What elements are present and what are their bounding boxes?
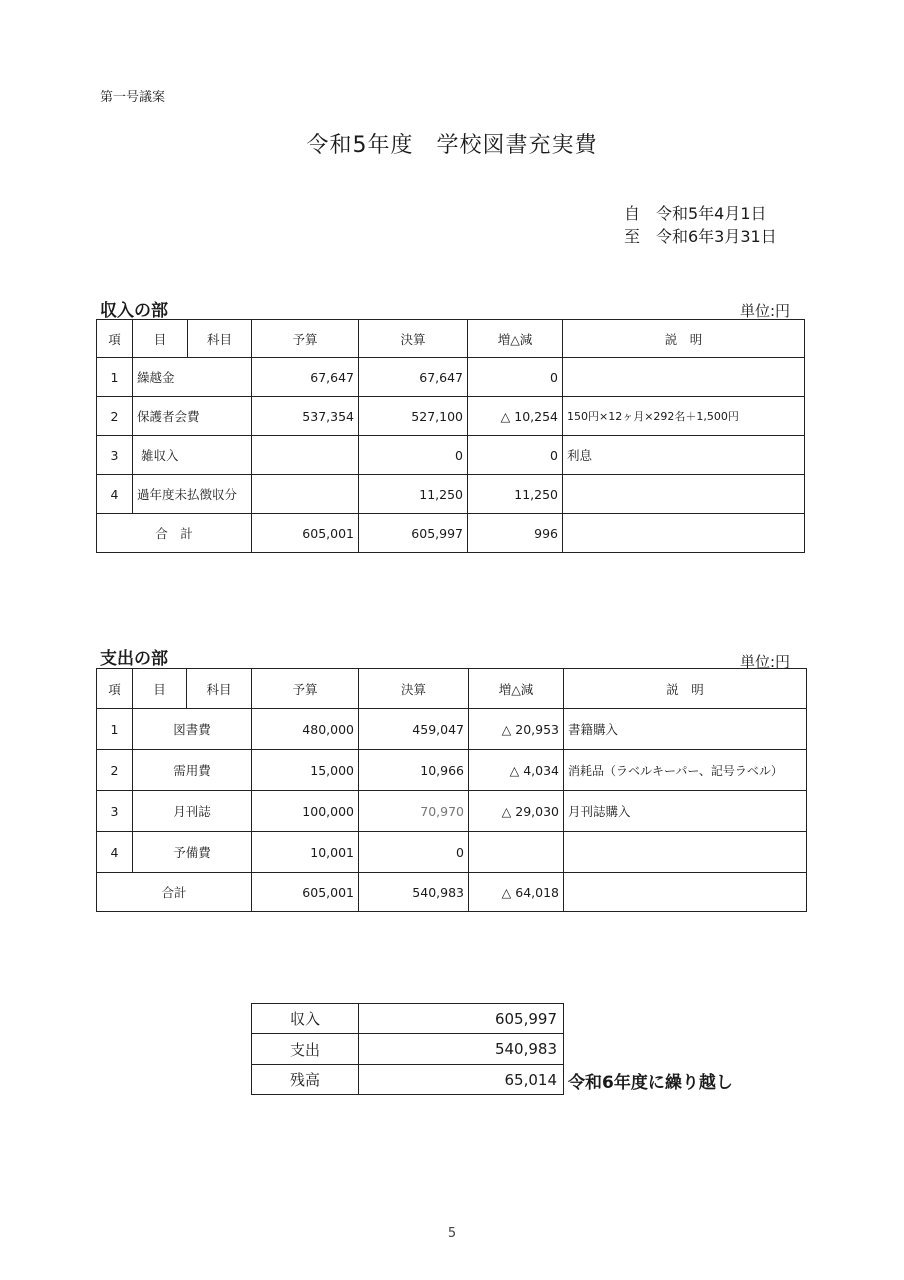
expense-table <box>96 668 807 912</box>
total-settlement: 605,997 <box>359 514 468 553</box>
total-row <box>97 873 807 912</box>
total-row <box>97 514 805 553</box>
period-end: 至 令和6年3月31日 <box>624 227 777 246</box>
row-number: 4 <box>97 475 133 514</box>
row-name: 雑収入 <box>133 436 252 475</box>
income-section-title: 収入の部 <box>100 301 168 321</box>
total-diff: 996 <box>468 514 563 553</box>
row-number: 3 <box>97 436 133 475</box>
row-diff: △ 4,034 <box>469 750 564 791</box>
row-name: 月刊誌 <box>133 791 252 832</box>
header-subject: 科目 <box>187 669 252 709</box>
row-diff: △ 29,030 <box>469 791 564 832</box>
row-number: 3 <box>97 791 133 832</box>
header-diff: 増△減 <box>469 669 564 709</box>
summary-table <box>251 1003 564 1095</box>
total-budget: 605,001 <box>252 514 359 553</box>
row-settlement: 527,100 <box>359 397 468 436</box>
row-number: 4 <box>97 832 133 873</box>
row-settlement: 70,970 <box>359 791 469 832</box>
row-note <box>563 475 805 514</box>
header-settlement: 決算 <box>359 669 469 709</box>
row-name: 需用費 <box>133 750 252 791</box>
row-note <box>564 832 807 873</box>
row-number: 2 <box>97 397 133 436</box>
row-settlement: 0 <box>359 832 469 873</box>
document-title: 令和5年度 学校図書充実費 <box>306 133 598 158</box>
expense-section-title: 支出の部 <box>100 649 168 669</box>
row-budget <box>252 436 359 475</box>
expense-header-row <box>97 669 807 709</box>
row-budget: 480,000 <box>252 709 359 750</box>
header-item: 項 <box>97 669 133 709</box>
header-settlement: 決算 <box>359 320 468 358</box>
row-name: 過年度未払徴収分 <box>133 475 252 514</box>
header-diff: 増△減 <box>468 320 563 358</box>
income-table <box>96 319 805 553</box>
row-name: 繰越金 <box>133 358 252 397</box>
row-diff <box>469 832 564 873</box>
header-sub: 目 <box>133 320 188 358</box>
summary-value: 540,983 <box>359 1034 564 1065</box>
table-row <box>97 436 805 475</box>
table-row <box>97 709 807 750</box>
summary-row <box>252 1004 564 1034</box>
row-budget: 100,000 <box>252 791 359 832</box>
total-diff: △ 64,018 <box>469 873 564 912</box>
row-settlement: 459,047 <box>359 709 469 750</box>
row-budget: 67,647 <box>252 358 359 397</box>
row-name: 予備費 <box>133 832 252 873</box>
row-name: 図書費 <box>133 709 252 750</box>
row-note <box>563 358 805 397</box>
header-budget: 予算 <box>252 669 359 709</box>
total-label: 合 計 <box>97 514 252 553</box>
summary-label: 支出 <box>252 1034 359 1065</box>
table-row <box>97 791 807 832</box>
summary-row <box>252 1034 564 1065</box>
header-subject: 科目 <box>188 320 252 358</box>
row-note: 書籍購入 <box>564 709 807 750</box>
row-note: 月刊誌購入 <box>564 791 807 832</box>
income-header-row <box>97 320 805 358</box>
row-diff: 0 <box>468 436 563 475</box>
header-item: 項 <box>97 320 133 358</box>
summary-value: 605,997 <box>359 1004 564 1034</box>
row-diff: △ 10,254 <box>468 397 563 436</box>
period-start: 自 令和5年4月1日 <box>624 204 767 223</box>
table-row <box>97 397 805 436</box>
total-note <box>563 514 805 553</box>
row-settlement: 67,647 <box>359 358 468 397</box>
total-budget: 605,001 <box>252 873 359 912</box>
row-number: 1 <box>97 709 133 750</box>
total-settlement: 540,983 <box>359 873 469 912</box>
row-name: 保護者会費 <box>133 397 252 436</box>
summary-label: 収入 <box>252 1004 359 1034</box>
table-row <box>97 832 807 873</box>
summary-value: 65,014 <box>359 1065 564 1095</box>
table-row <box>97 475 805 514</box>
row-budget <box>252 475 359 514</box>
row-settlement: 11,250 <box>359 475 468 514</box>
row-diff: 11,250 <box>468 475 563 514</box>
page-number: 5 <box>447 1226 457 1241</box>
row-number: 1 <box>97 358 133 397</box>
row-diff: △ 20,953 <box>469 709 564 750</box>
total-label: 合計 <box>97 873 252 912</box>
table-row <box>97 750 807 791</box>
expense-unit-label: 単位:円 <box>740 653 791 671</box>
row-budget: 15,000 <box>252 750 359 791</box>
summary-label: 残高 <box>252 1065 359 1095</box>
summary-row <box>252 1065 564 1095</box>
row-note: 150円×12ヶ月×292名＋1,500円 <box>563 397 805 436</box>
header-note: 説 明 <box>563 320 805 358</box>
row-note: 消耗品（ラベルキーパー、記号ラベル） <box>564 750 807 791</box>
carry-over-note: 令和6年度に繰り越し <box>568 1073 733 1093</box>
header-budget: 予算 <box>252 320 359 358</box>
row-number: 2 <box>97 750 133 791</box>
bill-number-label: 第一号議案 <box>100 90 166 105</box>
row-settlement: 0 <box>359 436 468 475</box>
table-row <box>97 358 805 397</box>
header-note: 説 明 <box>564 669 807 709</box>
row-budget: 10,001 <box>252 832 359 873</box>
row-budget: 537,354 <box>252 397 359 436</box>
row-diff: 0 <box>468 358 563 397</box>
header-sub: 目 <box>133 669 187 709</box>
total-note <box>564 873 807 912</box>
row-settlement: 10,966 <box>359 750 469 791</box>
income-unit-label: 単位:円 <box>740 302 791 320</box>
row-note: 利息 <box>563 436 805 475</box>
fiscal-period <box>624 202 777 248</box>
